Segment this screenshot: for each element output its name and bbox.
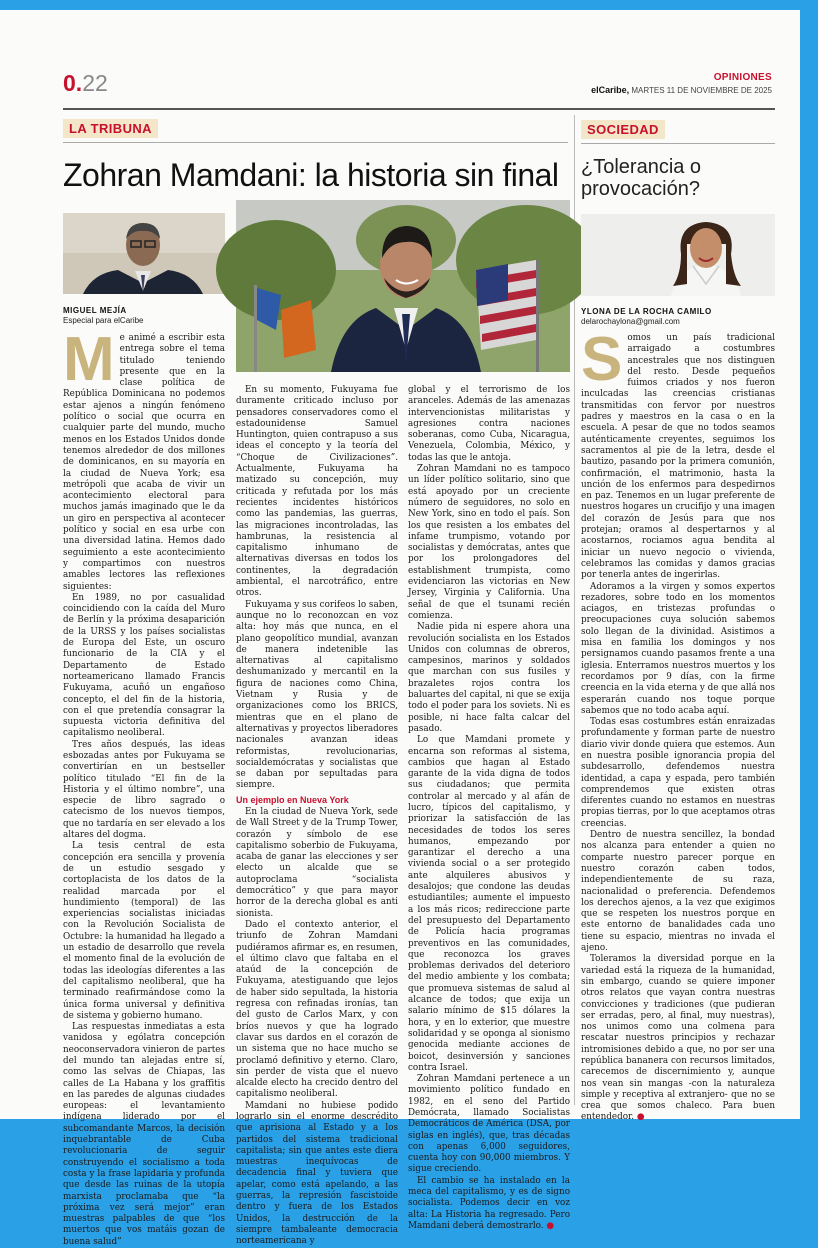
side-headline: ¿Tolerancia o provocación?	[581, 156, 702, 200]
section-label-tribuna: LA TRIBUNA	[63, 119, 158, 138]
paragraph: Zohran Mamdani pertenece a un movimiento político fundado en 1982, en el seno del Partido Demócrata, llamado Socialistas Democráticos de América (DSA, por siglas en inglés), que, tras décadas con apenas 6,000 seguidores, cuenta hoy con 90,000 miembros. Y sigue creciendo.	[408, 1074, 570, 1175]
drop-cap: S	[581, 325, 623, 394]
paragraph: Nadie pida ni espere ahora una revolución socialista en los Estados Unidos con columnas de obreros, campesinos, marinos y soldados que marchan con sus fusiles y brazaletes rojos contra los baluartes del capital, ni que se exija todo el poder para los soviets. Ni es posible, ni hace falta calcar del pasado.	[408, 622, 570, 734]
columnist-email: delarochaylona@gmail.com	[581, 317, 680, 326]
paragraph: Mamdani no hubiese podido lograrlo sin el enorme descrédito que aprisiona al Estado y a los partidos del sistema tradicional capitalista; sin que antes este diera muestras inequívocas de decadencia final y tuviera que apelar, como está apelando, a las guerras, la represión fascistoide dentro y fuera de los Estados Unidos, la destrucción de la siempre tambaleante democracia norteamericana y	[236, 1100, 398, 1247]
header-rule	[63, 108, 775, 110]
paragraph: Somos un país tradicional arraigado a costumbres ancestrales que nos distinguen del resto. Desde pequeños fuimos criados y nos fueron inculcadas las creencias cristianas transmitidas con fervor por nuestros padres y maestros en la casa o en la escuela. A pesar de que no todos seamos auténticamente creyentes, seguimos los sacramentos al pie de la letra, desde el bautizo, pasando por la primera comunión, confirmación, el matrimonio, hasta la unción de los enfermos para despedirnos en paz. Tenemos en un lugar preferente de nuestros hogares un crucifijo y una imagen del corazón de Jesús para que nos protejan; oramos al despertarnos y al acostarnos, rociamos agua bendita al iniciar un nuevo negocio o vivienda, celebramos las comidas y damos gracias por tenerla antes de ingerirlas.	[581, 325, 775, 581]
paragraph: Toleramos la diversidad porque en la variedad está la riqueza de la humanidad, sin embargo, cuando se quiere imponer otros relatos que vayan contra nuestras convicciones y tradiciones (que pudieran ser erradas, pero, al final, muy nuestras), nos unimos como una colmena para rescatar nuestros principios y rechazar intromisiones debido a que, no por ser una república bananera con recursos limitados, carecemos de discernimiento y, aunque nos vean sin mangas -con la naturaleza simple y receptiva al extranjero- que no se crea que somos chaleco. Para buen entendedor. ●	[581, 954, 775, 1123]
page-number: 0.22	[63, 70, 108, 96]
side-article-column	[581, 325, 775, 1123]
paragraph: Lo que Mamdani promete y encarna son reformas al sistema, cambios que hagan al Estado garante de la vida digna de todos sus ciudadanos; que permita controlar al mercado y al afán de lucro, típicos del capitalismo, y priorizar la satisfacción de las necesidades de todos los seres humanos, empezando por garantizar el derecho a una vivienda social o a ser protegido ante alquileres abusivos y desalojos; que condone las deudas estudiantiles; aumente el impuesto a los más ricos; redireccione parte del presupuesto del Departamento de Policía hacia programas preventivos en las comunidades, que reconozca los graves problemas derivados del deterioro del medio ambiente y los combata; que promueva sistemas de salud al alcance de todos; que exija un salario mínimo de $15 dólares la hora, y en lo exterior, que muestre solidaridad y se oponga al sionismo genocida mediante acciones de boicot, desinversión y sanciones contra Israel.	[408, 735, 570, 1073]
article-column-2	[236, 385, 398, 1247]
paragraph: El cambio se ha instalado en la meca del capitalismo, y es de signo socialista. Podemos decir en voz alta: La Historia ha regresado. Pero Mamdani deberá demostrarlo. ●	[408, 1175, 570, 1231]
dateline: elCaribe, MARTES 11 DE NOVIEMBRE DE 2025	[591, 85, 772, 95]
paragraph: Me animé a escribir esta entrega sobre el tema titulado teniendo presente que en la clase política de República Dominicana no podemos estar ajenos a ningún fenómeno político o social que ocurra en cualquier parte del mundo, mucho menos en los Estados Unidos donde tenemos alrededor de dos millones de dominicanos, en su mayoría en la ciudad de Nueva York; esa metrópoli que acaba de vivir un acontecimiento electoral para muchos jamás imaginado que le da un giro en perspectiva al acontecer político y social en esa urbe con una diversidad latina. Hemos dado seguimiento a este acontecimiento y compartimos con nuestros amables lectores las reflexiones siguientes:	[63, 325, 225, 592]
paragraph: En la ciudad de Nueva York, sede de Wall Street y de la Trump Tower, corazón y símbolo de ese capitalismo soberbio de Fukuyama, acaba de ganar las elecciones y ser electo un alcalde que se autoproclama “socialista democrático” y que para mayor horror de la derecha global es anti sionista.	[236, 806, 398, 919]
subheading: Un ejemplo en Nueva York	[236, 794, 349, 805]
author-name: MIGUEL MEJÍA	[63, 306, 127, 315]
section-name: OPINIONES	[713, 72, 772, 83]
paragraph: Fukuyama y sus corifeos lo saben, aunque no lo reconozcan en voz alta: hoy más que nunca, en el plano geopolítico mundial, avanzan de manera indetenible las alternativas al capitalismo deshumanizado y mercantil en la figura de naciones como China, Vietnam y Rusia y de organizaciones como los BRICS, mientras que en el plano de alternativas y proyectos liberadores nacionales avanzan ideas reformistas, revolucionarias, socialdemócratas y socialistas que se daban por sepultadas para siempre.	[236, 599, 398, 791]
paragraph: Las respuestas inmediatas a esta vanidosa y ególatra concepción neoconservadora vinieron de partes del mundo tan alejadas entre sí, como las selvas de Chiapas, las calles de La Habana y los graffitis en las paredes de algunas ciudades europeas: el levantamiento indígena liderado por el subcomandante Marcos, la decisión inquebrantable de Cuba revolucionaria de seguir construyendo el socialismo a toda costa y la frase lapidaria y profunda que desde las ruinas de la utopía marxista proclamaba que “la próxima vez será mejor” eran muestras palpables de que “los muertos que vos matáis gozan de buena salud”	[63, 1022, 225, 1247]
author-role: Especial para elCaribe	[63, 316, 144, 325]
section-rule-right	[581, 143, 775, 144]
paragraph: Todas esas costumbres están enraizadas profundamente y forman parte de nuestro diario vivir donde quiera que estemos. Aun en nuestra posible ignorancia propia del subdesarrollo, defendemos nuestra identidad, a capa y espada, pero también comprendemos que existen otras diferentes cuando no estamos en nuestras propias tierras, por lo que aceptamos otras creencias.	[581, 717, 775, 829]
drop-cap: M	[63, 325, 115, 394]
article-column-3	[408, 385, 570, 1231]
article-main-photo	[236, 200, 570, 372]
page-header-info	[591, 72, 772, 95]
paragraph: Zohran Mamdani no es tampoco un líder político solitario, sino que está apoyado por un creciente número de seguidores, no solo en New York, sino en todo el país. Son los que resisten a los embates del infame trumpismo, votando por socialistas y demócratas, antes que por los prolongadores del establishment trumpista, como evidenciaron las victorias en New Jersey, Virginia y California. Una señal de que el tsunami recién comienza.	[408, 464, 570, 621]
article-headline: Zohran Mamdani: la historia sin final	[63, 157, 559, 193]
paragraph: Tres años después, las ideas esbozadas antes por Fukuyama se convertirían en un bestseller político titulado “El fin de la Historia y el último nombre”, una especie de libro sagrado o catecismo de los nuevos tiempos, que no tardaría en ser elevado a los altares del dogma.	[63, 739, 225, 841]
columnist-byline	[581, 307, 712, 326]
end-mark: ●	[546, 1220, 555, 1231]
paragraph: global y el terrorismo de los aranceles. Además de las amenazas intervencionistas militaristas y agresiones contra naciones soberanas, como Cuba, Nicaragua, Venezuela, Colombia, México, y todas las que le antoja.	[408, 385, 570, 463]
section-label-sociedad: SOCIEDAD	[581, 120, 665, 139]
author-byline	[63, 306, 144, 325]
end-mark: ●	[636, 1112, 645, 1123]
newspaper-page	[0, 10, 800, 1247]
paragraph: Dentro de nuestra sencillez, la bondad nos alcanza para entender a quien no comparte nuestro parecer porque en nuestro corazón caben todos, independientemente de su raza, nacionalidad o preferencia. Defendemos los derechos ajenos, a la vez que exigimos que se respeten los nuestros porque en este entorno de banalidades cada uno tiene su espacio, mientras no invada el ajeno.	[581, 830, 775, 954]
paragraph: En su momento, Fukuyama fue duramente criticado incluso por pensadores conservadores como el estadounidense Samuel Huntington, quien contrapuso a sus ideas el concepto y la teoría del “Choque de Civilizaciones”. Actualmente, Fukuyama ha matizado su concepción, muy criticada y refutada por los más recientes incidentes históricos como las pandemias, las guerras, las migraciones incontroladas, las hambrunas, la resistencia al capitalismo inhumano de alternativas diversas en todos los continentes, la degradación ambiental, el narcotráfico, entre otros.	[236, 385, 398, 599]
author-photo	[63, 213, 225, 294]
paragraph: En 1989, no por casualidad coincidiendo con la caída del Muro de Berlín y la próxima desaparición de la URSS y los países socialistas de Europa del Este, un oscuro funcionario de la CIA y el Departamento de Estado norteamericano llamado Francis Fukuyama, acuñó un engañoso concepto, el del fin de la historia, con el que pretendía consagrar la supuesta victoria definitiva del capitalismo neoliberal.	[63, 592, 225, 739]
paragraph: Dado el contexto anterior, el triunfo de Zohran Mamdani pudiéramos afirmar es, en resumen, el último clavo que faltaba en el ataúd de la concepción de Fukuyama, atestiguando que lejos de haber sido sepultada, la historia regresa con refinadas ironías, tan del gusto de Carlos Marx, y con bríos nuevos y que ha logrado clavar sus dardos en el corazón de un sistema que no hace mucho se proclamó definitivo y eterno. Claro, sin perder de vista que el nuevo alcalde electo ha crecido dentro del capitalismo neoliberal.	[236, 919, 398, 1100]
article-column-1	[63, 325, 225, 1247]
paragraph: Adoramos a la virgen y somos expertos rezadores, sobre todo en los momentos aciagos, en tristezas profundas o preocupaciones cuya solución sabemos solo llegan de la divinidad. Asistimos a misa en familia los domingos y nos persignamos cuando pasamos frente a una iglesia. Enterramos nuestros muertos y los recordamos por 9 días, con la firme creencia en la vida eterna y de que allá nos esperarán cuando nos toque porque sabemos que no todo acaba aquí.	[581, 581, 775, 716]
section-rule-left	[63, 142, 568, 143]
columnist-photo	[581, 214, 775, 296]
paragraph: La tesis central de esta concepción era sencilla y provenía de un estudio sesgado y cortoplacista de los datos de la realidad marcada por el hundimiento (temporal) de las experiencias socialistas iniciadas con la Revolución Socialista de Octubre: la humanidad ha llegado a un estadio de desarrollo que revela el momento final de la evolución de todas las ideologías diferentes a las del capitalismo neoliberal, que ha terminado reafirmándose como la única forma universal y definitiva de sistema y gobierno humano.	[63, 841, 225, 1021]
columnist-name: YLONA DE LA ROCHA CAMILO	[581, 307, 712, 316]
